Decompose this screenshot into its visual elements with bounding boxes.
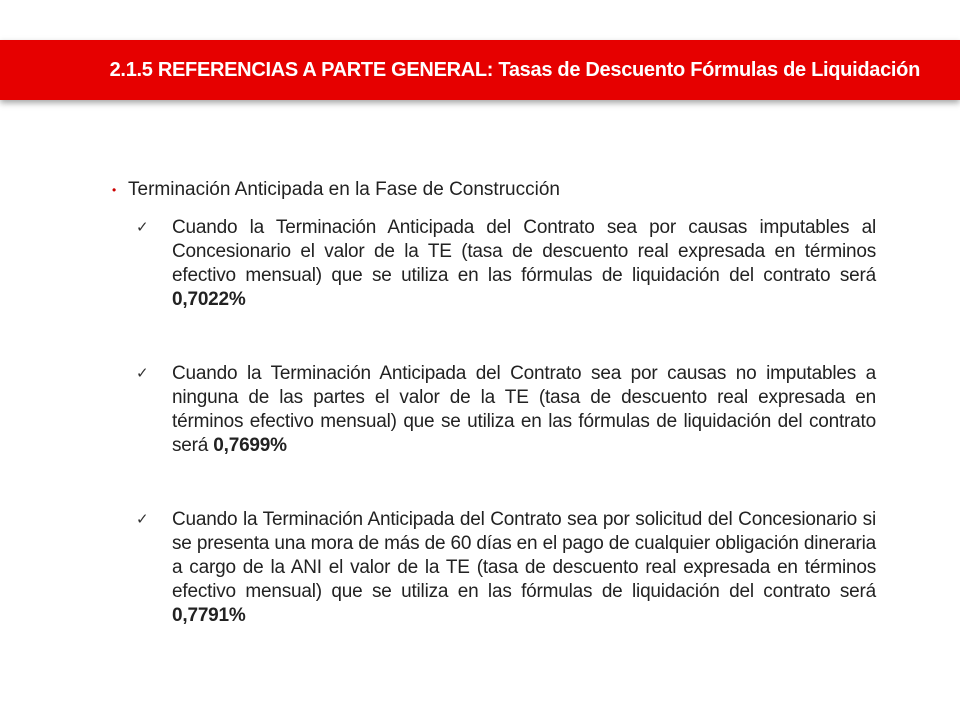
slide-title: 2.1.5 REFERENCIAS A PARTE GENERAL: Tasas de Descuento Fórmulas de Liquidación xyxy=(109,58,920,81)
title-bar xyxy=(0,40,960,100)
bullet-heading: Terminación Anticipada en la Fase de Construcción xyxy=(128,179,560,200)
list-item-body: Cuando la Terminación Anticipada del Contrato sea por causas imputables al Concesionario el valor de la TE (tasa de descuento real expresada en términos efectivo mensual) que se utiliza en las fórmulas de liquidación del contrato será xyxy=(172,217,876,286)
list-item-text xyxy=(172,508,876,628)
checkmark-icon: ✓ xyxy=(136,365,149,382)
list-item-text xyxy=(172,216,876,312)
bullet-heading-row xyxy=(112,178,882,202)
list-item-body: Cuando la Terminación Anticipada del Contrato sea por solicitud del Concesionario si se presenta una mora de más de 60 días en el pago de cualquier obligación dineraria a cargo de la ANI el valor de la TE (tasa de descuento real expresada en términos efectivo mensual) que se utiliza en las fórmulas de liquidación del contrato será xyxy=(172,509,876,602)
list-item-value: 0,7699% xyxy=(213,435,287,456)
list-item-value: 0,7022% xyxy=(172,289,246,310)
checkmark-icon: ✓ xyxy=(136,219,149,236)
list-item-value: 0,7791% xyxy=(172,605,246,626)
list-item xyxy=(136,216,882,312)
list-item xyxy=(136,508,882,628)
checkmark-icon: ✓ xyxy=(136,511,149,528)
list-item-body: Cuando la Terminación Anticipada del Contrato sea por causas no imputables a ninguna de las partes el valor de la TE (tasa de descuento real expresada en términos efectivo mensual) que se utiliza en las fórmulas de liquidación del contrato será xyxy=(172,363,876,456)
slide-content xyxy=(112,178,882,628)
bullet-icon: • xyxy=(112,183,117,197)
list-item-text xyxy=(172,362,876,458)
list-item xyxy=(136,362,882,458)
